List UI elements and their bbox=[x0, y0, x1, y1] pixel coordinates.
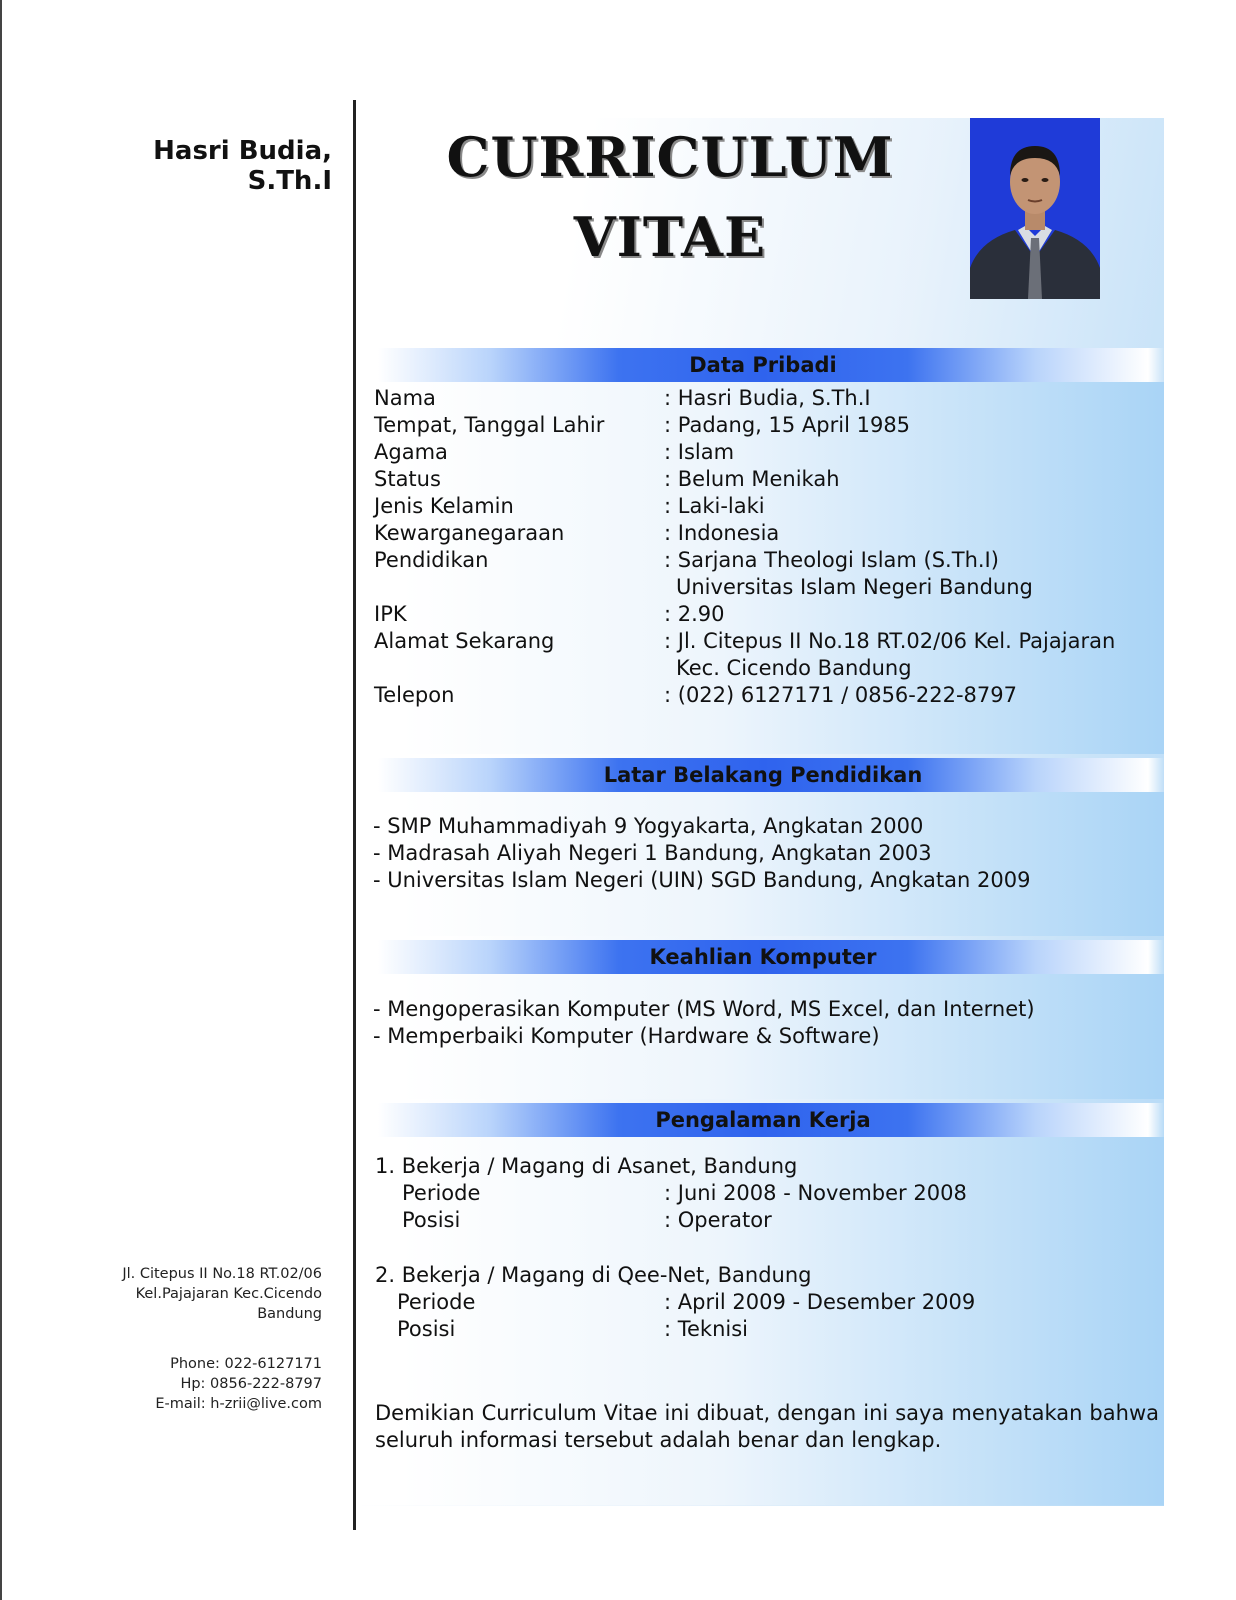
row-value: : Teknisi bbox=[664, 1317, 749, 1341]
heading-label: Latar Belakang Pendidikan bbox=[603, 763, 923, 787]
vertical-divider bbox=[353, 100, 356, 1530]
section-heading-experience bbox=[362, 1103, 1164, 1137]
profile-photo bbox=[970, 118, 1100, 299]
row-value: : April 2009 - Desember 2009 bbox=[664, 1290, 976, 1314]
row-label: Status bbox=[374, 467, 441, 491]
heading-label: Keahlian Komputer bbox=[649, 945, 877, 969]
row-label: Periode bbox=[397, 1290, 476, 1314]
row-value: : Padang, 15 April 1985 bbox=[664, 413, 911, 437]
hp-text: Hp: 0856-222-8797 bbox=[180, 1376, 322, 1392]
row-label: Alamat Sekarang bbox=[374, 629, 555, 653]
title-line-2: VITAE bbox=[573, 205, 767, 269]
sidebar-name: Hasri Budia, S.Th.I bbox=[153, 136, 332, 196]
sidebar-address bbox=[60, 1264, 322, 1324]
row-value: : 2.90 bbox=[664, 602, 725, 626]
job-title: 1. Bekerja / Magang di Asanet, Bandung bbox=[375, 1154, 798, 1178]
row-value: Kec. Cicendo Bandung bbox=[676, 656, 912, 680]
section-heading-education bbox=[362, 758, 1164, 792]
closing-statement: Demikian Curriculum Vitae ini dibuat, dengan ini saya menyatakan bahwa seluruh informasi tersebut adalah benar dan lengkap. bbox=[375, 1401, 1159, 1452]
heading-label: Pengalaman Kerja bbox=[655, 1108, 871, 1132]
row-label: Posisi bbox=[397, 1317, 456, 1341]
row-label: Tempat, Tanggal Lahir bbox=[374, 413, 605, 437]
row-value: : Jl. Citepus II No.18 RT.02/06 Kel. Pajajaran bbox=[664, 629, 1116, 653]
row-value: : (022) 6127171 / 0856-222-8797 bbox=[664, 683, 1017, 707]
skill-item: - Memperbaiki Komputer (Hardware & Software) bbox=[373, 1024, 880, 1048]
phone-text: Phone: 022-6127171 bbox=[170, 1356, 322, 1372]
skill-item: - Mengoperasikan Komputer (MS Word, MS Excel, dan Internet) bbox=[373, 997, 1035, 1021]
row-label: Nama bbox=[374, 386, 436, 410]
row-label: Kewarganegaraan bbox=[374, 521, 565, 545]
row-value: : Juni 2008 - November 2008 bbox=[664, 1181, 967, 1205]
job-title: 2. Bekerja / Magang di Qee-Net, Bandung bbox=[375, 1263, 812, 1287]
page-edge-line bbox=[0, 0, 2, 1600]
row-value: Universitas Islam Negeri Bandung bbox=[676, 575, 1033, 599]
row-label: Posisi bbox=[402, 1208, 461, 1232]
sidebar-contacts bbox=[60, 1354, 322, 1414]
section-heading-skills bbox=[362, 940, 1164, 974]
row-label: Periode bbox=[402, 1181, 481, 1205]
address-line: Bandung bbox=[257, 1306, 322, 1322]
row-value: : Indonesia bbox=[664, 521, 780, 545]
row-label: Jenis Kelamin bbox=[374, 494, 514, 518]
email-text: E-mail: h-zrii@live.com bbox=[155, 1396, 322, 1412]
row-label: Agama bbox=[374, 440, 448, 464]
row-label: IPK bbox=[374, 602, 407, 626]
title-line-1: CURRICULUM bbox=[446, 125, 894, 189]
row-value: : Laki-laki bbox=[664, 494, 765, 518]
row-label: Pendidikan bbox=[374, 548, 489, 572]
education-item: - SMP Muhammadiyah 9 Yogyakarta, Angkatan 2000 bbox=[373, 814, 924, 838]
row-label: Telepon bbox=[374, 683, 455, 707]
section-heading-personal bbox=[362, 348, 1164, 382]
row-value: : Belum Menikah bbox=[664, 467, 840, 491]
person-photo-icon bbox=[970, 118, 1100, 299]
page-title bbox=[430, 118, 910, 278]
address-line: Jl. Citepus II No.18 RT.02/06 bbox=[122, 1266, 322, 1282]
row-value: : Hasri Budia, S.Th.I bbox=[664, 386, 871, 410]
address-line: Kel.Pajajaran Kec.Cicendo bbox=[135, 1286, 322, 1302]
heading-label: Data Pribadi bbox=[689, 353, 837, 377]
education-item: - Universitas Islam Negeri (UIN) SGD Bandung, Angkatan 2009 bbox=[373, 868, 1031, 892]
row-value: : Islam bbox=[664, 440, 735, 464]
education-item: - Madrasah Aliyah Negeri 1 Bandung, Angkatan 2003 bbox=[373, 841, 932, 865]
row-value: : Operator bbox=[664, 1208, 772, 1232]
row-value: : Sarjana Theologi Islam (S.Th.I) bbox=[664, 548, 999, 572]
